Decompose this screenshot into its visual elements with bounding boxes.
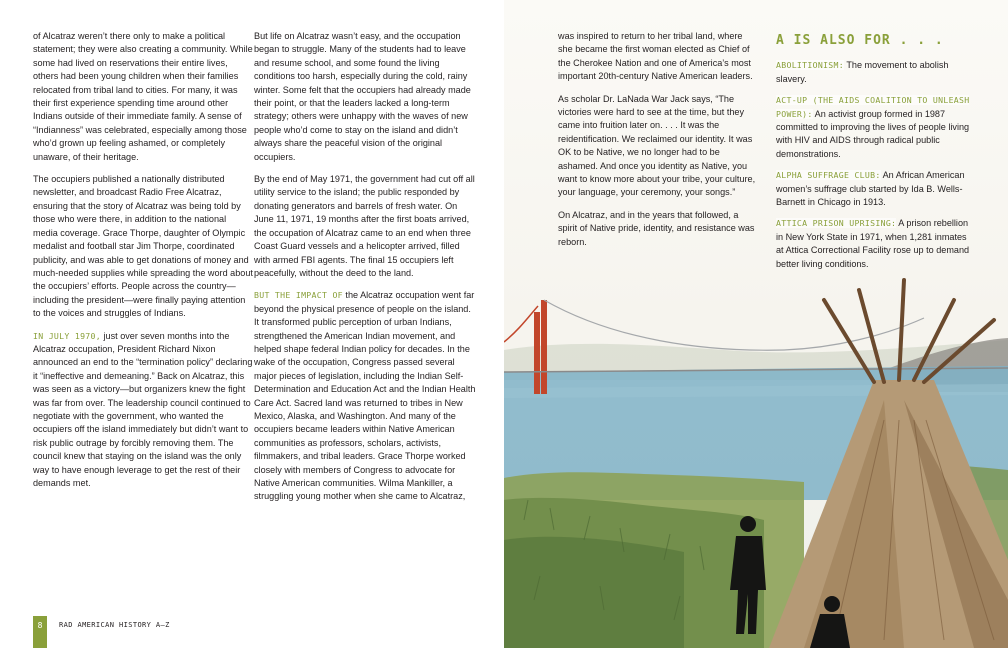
lead-in-label: BUT THE IMPACT OF: [254, 290, 343, 301]
sidebar-term: ATTICA PRISON UPRISING:: [776, 218, 897, 229]
paragraph: [33, 330, 253, 491]
sidebar-term: ABOLITIONISM:: [776, 60, 844, 71]
text-column-1: [33, 30, 253, 499]
paragraph: But life on Alcatraz wasn’t easy, and the occupation began to struggle. Many of the students had to leave and resume school, and some found the living conditions too harsh, especially during the cold, rainy winter. Some felt that the occupiers had already made their point, or that the leaders lacked a long-term strategy; others were unhappy with the waves of new people who’d come to stay on the island and didn’t always share the peaceful vision of the original occupiers.: [254, 31, 471, 162]
a-is-also-for-sidebar: [776, 34, 976, 279]
paragraph: As scholar Dr. LaNada War Jack says, “The victories were hard to see at the time, but they came into fruition later on. . . . It was the reidentification. We reclaimed our identity. It was OK to be Native, we no longer had to be ashamed. And once you identity as Native, you want to know more about your tribe, your culture, your language, your ceremony, your songs.”: [558, 93, 756, 198]
sidebar-title: A IS ALSO FOR . . .: [776, 33, 944, 48]
text-column-2: [254, 30, 476, 513]
sidebar-definition: A prison rebellion in New York State in 1971, when 1,281 inmates at Attica Correctional Facility rose up to demand better living conditions.: [776, 218, 970, 269]
running-head: RAD AMERICAN HISTORY A–Z: [59, 621, 170, 629]
paragraph: The occupiers published a nationally distributed newsletter, and broadcast Radio Free Alcatraz, ensuring that the story of Alcatraz was being told by those who were there, in addition to the national media coverage. Grace Thorpe, daughter of Olympic medalist and football star Jim Thorpe, coordinated publicity, and was able to get donations of money and much-needed supplies while spreading the word about the occupiers’ efforts. People across the country—including the president—were finally paying attention to the voices and struggles of Indians.: [33, 174, 253, 319]
paragraph: On Alcatraz, and in the years that followed, a spirit of Native pride, identity, and resistance was reborn.: [558, 209, 755, 247]
paragraph: was inspired to return to her tribal land, where she became the first woman elected as Chief of the Cherokee Nation and one of America’s most important 20th-century Native American leaders.: [558, 31, 753, 82]
paragraph-text: the Alcatraz occupation went far beyond the physical presence of people on the island. It transformed public perception of urban Indians, strengthened the American Indian movement, and helped shape federal Indian policy for decades. In the wake of the occupation, Congress passed several major pieces of legislation, including the Indian Self-Determination and Education Act and the Indian Health Care Act. Sacred land was returned to tribes in New Mexico, Alaska, and Washington. And many of the occupiers became leaders within Native American communities as professors, scholars, activists, filmmakers, and tribal leaders. Grace Thorpe worked closely with members of Congress to advocate for Native American communities. Wilma Mankiller, a struggling young mother when she came to Alcatraz,: [254, 290, 476, 502]
sidebar-definition: The movement to abolish slavery.: [776, 60, 949, 84]
sidebar-term: ALPHA SUFFRAGE CLUB:: [776, 170, 881, 181]
sidebar-term: ACT-UP (THE AIDS COALITION TO UNLEASH POWER):: [776, 95, 970, 119]
page-number: 8: [33, 616, 47, 648]
paragraph: [254, 289, 476, 504]
paragraph: of Alcatraz weren’t there only to make a political statement; they were also creating a community. While some had lived on reservations their entire lives, others had been young children when their families relocated from tribal land to cities. For many, it was their first experience spending time around other Indians outside of their immediate family. A sense of “Indianness” was celebrated, especially among those who’d grown up feeling ashamed, or completely unaware, of their heritage.: [33, 31, 253, 162]
sidebar-entry: [776, 217, 976, 271]
sidebar-definition: An African American women’s suffrage club started by Ida B. Wells-Barnett in Chicago in 1913.: [776, 170, 965, 208]
sidebar-entry: [776, 94, 976, 161]
paragraph-text: just over seven months into the Alcatraz occupation, President Richard Nixon announced an end to the “termination policy” declaring it “ineffective and demeaning.” Back on Alcatraz, this was seen as a victory—but organizers knew the fight was far from over. The leadership council continued to negotiate with the government, who wanted the occupiers off the island immediately but didn’t want to risk public outrage by forcibly removing them. The council knew that staying on the island was the only way to have enough leverage to get the rest of their demands met.: [33, 330, 253, 488]
paragraph: By the end of May 1971, the government had cut off all utility service to the island; the public responded by donating generators and barrels of fresh water. On June 11, 1971, 19 months after the first boats arrived, the occupation of Alcatraz came to an end when three Coast Guard vessels and a helicopter arrived, filled with armed FBI agents. The final 15 occupiers left peacefully, without the deed to the land.: [254, 174, 475, 278]
lead-in-label: IN JULY 1970,: [33, 330, 101, 341]
sidebar-entry: [776, 59, 976, 86]
sidebar-definition: An activist group formed in 1987 committed to improving the lives of people living with HIV and AIDS through radical public demonstrations.: [776, 108, 970, 159]
sidebar-entry: [776, 169, 976, 209]
text-column-3: [558, 30, 758, 258]
